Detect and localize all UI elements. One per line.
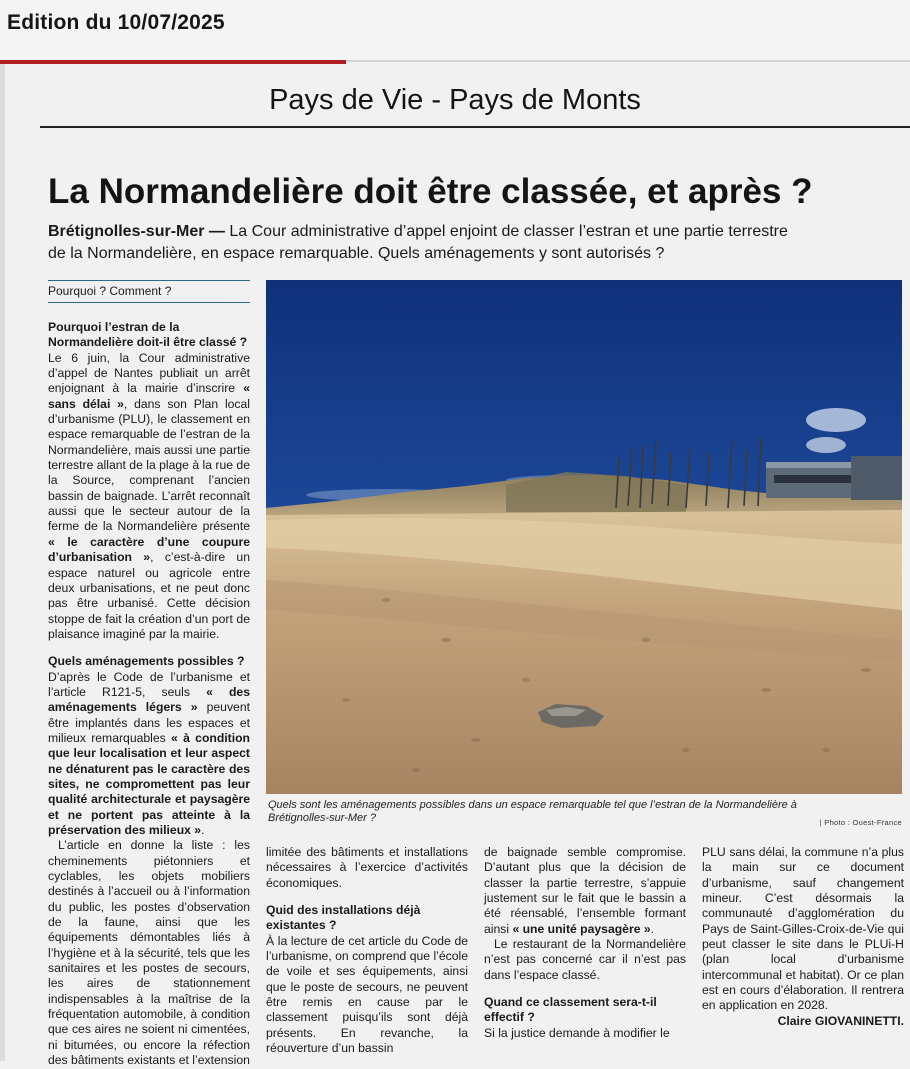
photo-credit: | Photo : Ouest-France: [819, 818, 902, 827]
question-1-heading: Pourquoi l’estran de la Normandelière doit-il être classé ?: [48, 320, 248, 350]
article-headline: La Normandelière doit être classée, et après ?: [48, 172, 813, 211]
sidebar-rule-bottom: [48, 302, 250, 303]
sidebar-rule-top: [48, 280, 250, 281]
edition-accent-bar: [0, 60, 346, 64]
article-column-1: [48, 320, 250, 1069]
question-3-body: À la lecture de cet article du Code de l’urbanisme, on comprend que l’école de voile et ses équipements, ainsi que le poste de secours, ne peuvent être remis en cause par le classement puisqu’ils sont déjà présents. En revanche, la réouverture d’un bassin: [266, 933, 468, 1056]
question-2-heading: Quels aménagements possibles ?: [48, 654, 245, 669]
question-3-body-cont: de baignade semble compromise. D’autant plus que la décision de classer la partie terrestre, s’appuie justement sur le fait que le bassin a été réensablé, l’ensemble formant ainsi « une unité paysagère ».: [484, 845, 686, 936]
question-1-body: Le 6 juin, la Cour administrative d’appel de Nantes publiait un arrêt enjoignant à la mairie d’inscrire « sans délai », dans son Plan local d’urbanisme (PLU), le classement en espace remarquable de l’estran de la Normandelière, mais aussi une partie terrestre allant de la plage à la rue de la Source, comprenant l’ancien bassin de baignade. L’arrêt reconnaît aussi que le secteur autour de la ferme de la Normandelière présente « le caractère d’une coupure d’urbanisation », c’est-à-dire un espace naturel ou agricole entre deux urbanisations, et ne peut donc pas être urbanisé. Cette décision stoppe de fait la création d’un port de plaisance imaginé par la mairie.: [48, 350, 251, 641]
section-rule: [40, 126, 910, 128]
question-3-restaurant: Le restaurant de la Normandelière n’est pas concerné car il n’est pas dans l’espace classé.: [484, 937, 686, 982]
question-4-heading: Quand ce classement sera-t-il effectif ?: [484, 995, 657, 1025]
standfirst-text: La Cour administrative d’appel enjoint de classer l’estran et une partie terrestre de la Normandelière, en espace remarquable. Quels aménagements y sont autorisés ?: [48, 223, 788, 262]
question-4-body: Si la justice demande à modifier le: [484, 1025, 670, 1040]
question-2-list: L’article en donne la liste : les cheminements piétonniers et cyclables, les objets mobiliers destinés à l’accueil ou à l’information du public, les postes d’observation de la faune, ainsi que les équipements démontables liés à l’hygiène et à la sécurité, tels que les sanitaires et les postes de secours, les aires de stationnement indispensables à la maîtrise de la fréquentation automobile, à condition que ces aires ne soient ni cimentées, ni bitumées, ou encore la réfection des bâtiments existants et l’extension: [48, 838, 250, 1068]
author-signature: Claire GIOVANINETTI.: [777, 1013, 904, 1028]
edition-header: [0, 0, 910, 60]
standfirst-location: Brétignolles-sur-Mer —: [48, 223, 225, 240]
article-column-4: [702, 845, 904, 1029]
article-standfirst: [48, 221, 808, 265]
question-2-body: D’après le Code de l’urbanisme et l’article R121-5, seuls « des aménagements légers » peuvent être implantés dans les espaces et milieux remarquables « à condition que leur localisation et leur aspect ne dénaturent pas le caractère des sites, ne compromettent pas leur qualité architecturale et paysagère et ne portent pas atteinte à la préservation des milieux ».: [48, 669, 250, 837]
article-column-3: [484, 845, 686, 1041]
beach-photo: [266, 280, 902, 794]
question-2-list-cont: limitée des bâtiments et installations nécessaires à l’exercice d’activités économiques.: [266, 845, 468, 890]
sidebar-label: Pourquoi ? Comment ?: [48, 284, 172, 298]
page-edge: [0, 64, 5, 1061]
section-title: Pays de Vie - Pays de Monts: [269, 84, 641, 116]
question-4-body-cont: PLU sans délai, la commune n’a plus la main sur ce document d’urbanisme, sauf changement mineur. C’est désormais la communauté d’agglomération du Pays de Saint-Gilles-Croix-de-Vie qui peut classer le site dans le PLUi-H (plan local d’urbanisme intercommunal et habitat). Or ce plan est en cours d’élaboration. Il rentrera en application en 2028.: [702, 845, 904, 1013]
question-3-heading: Quid des installations déjà existantes ?: [266, 903, 421, 933]
photo-caption: Quels sont les aménagements possibles dans un espace remarquable tel que l’estran de la Normandelière à Brétignolles-sur-Mer ?: [268, 799, 797, 824]
article-column-2: [266, 845, 468, 1056]
edition-date: Edition du 10/07/2025: [7, 11, 225, 34]
